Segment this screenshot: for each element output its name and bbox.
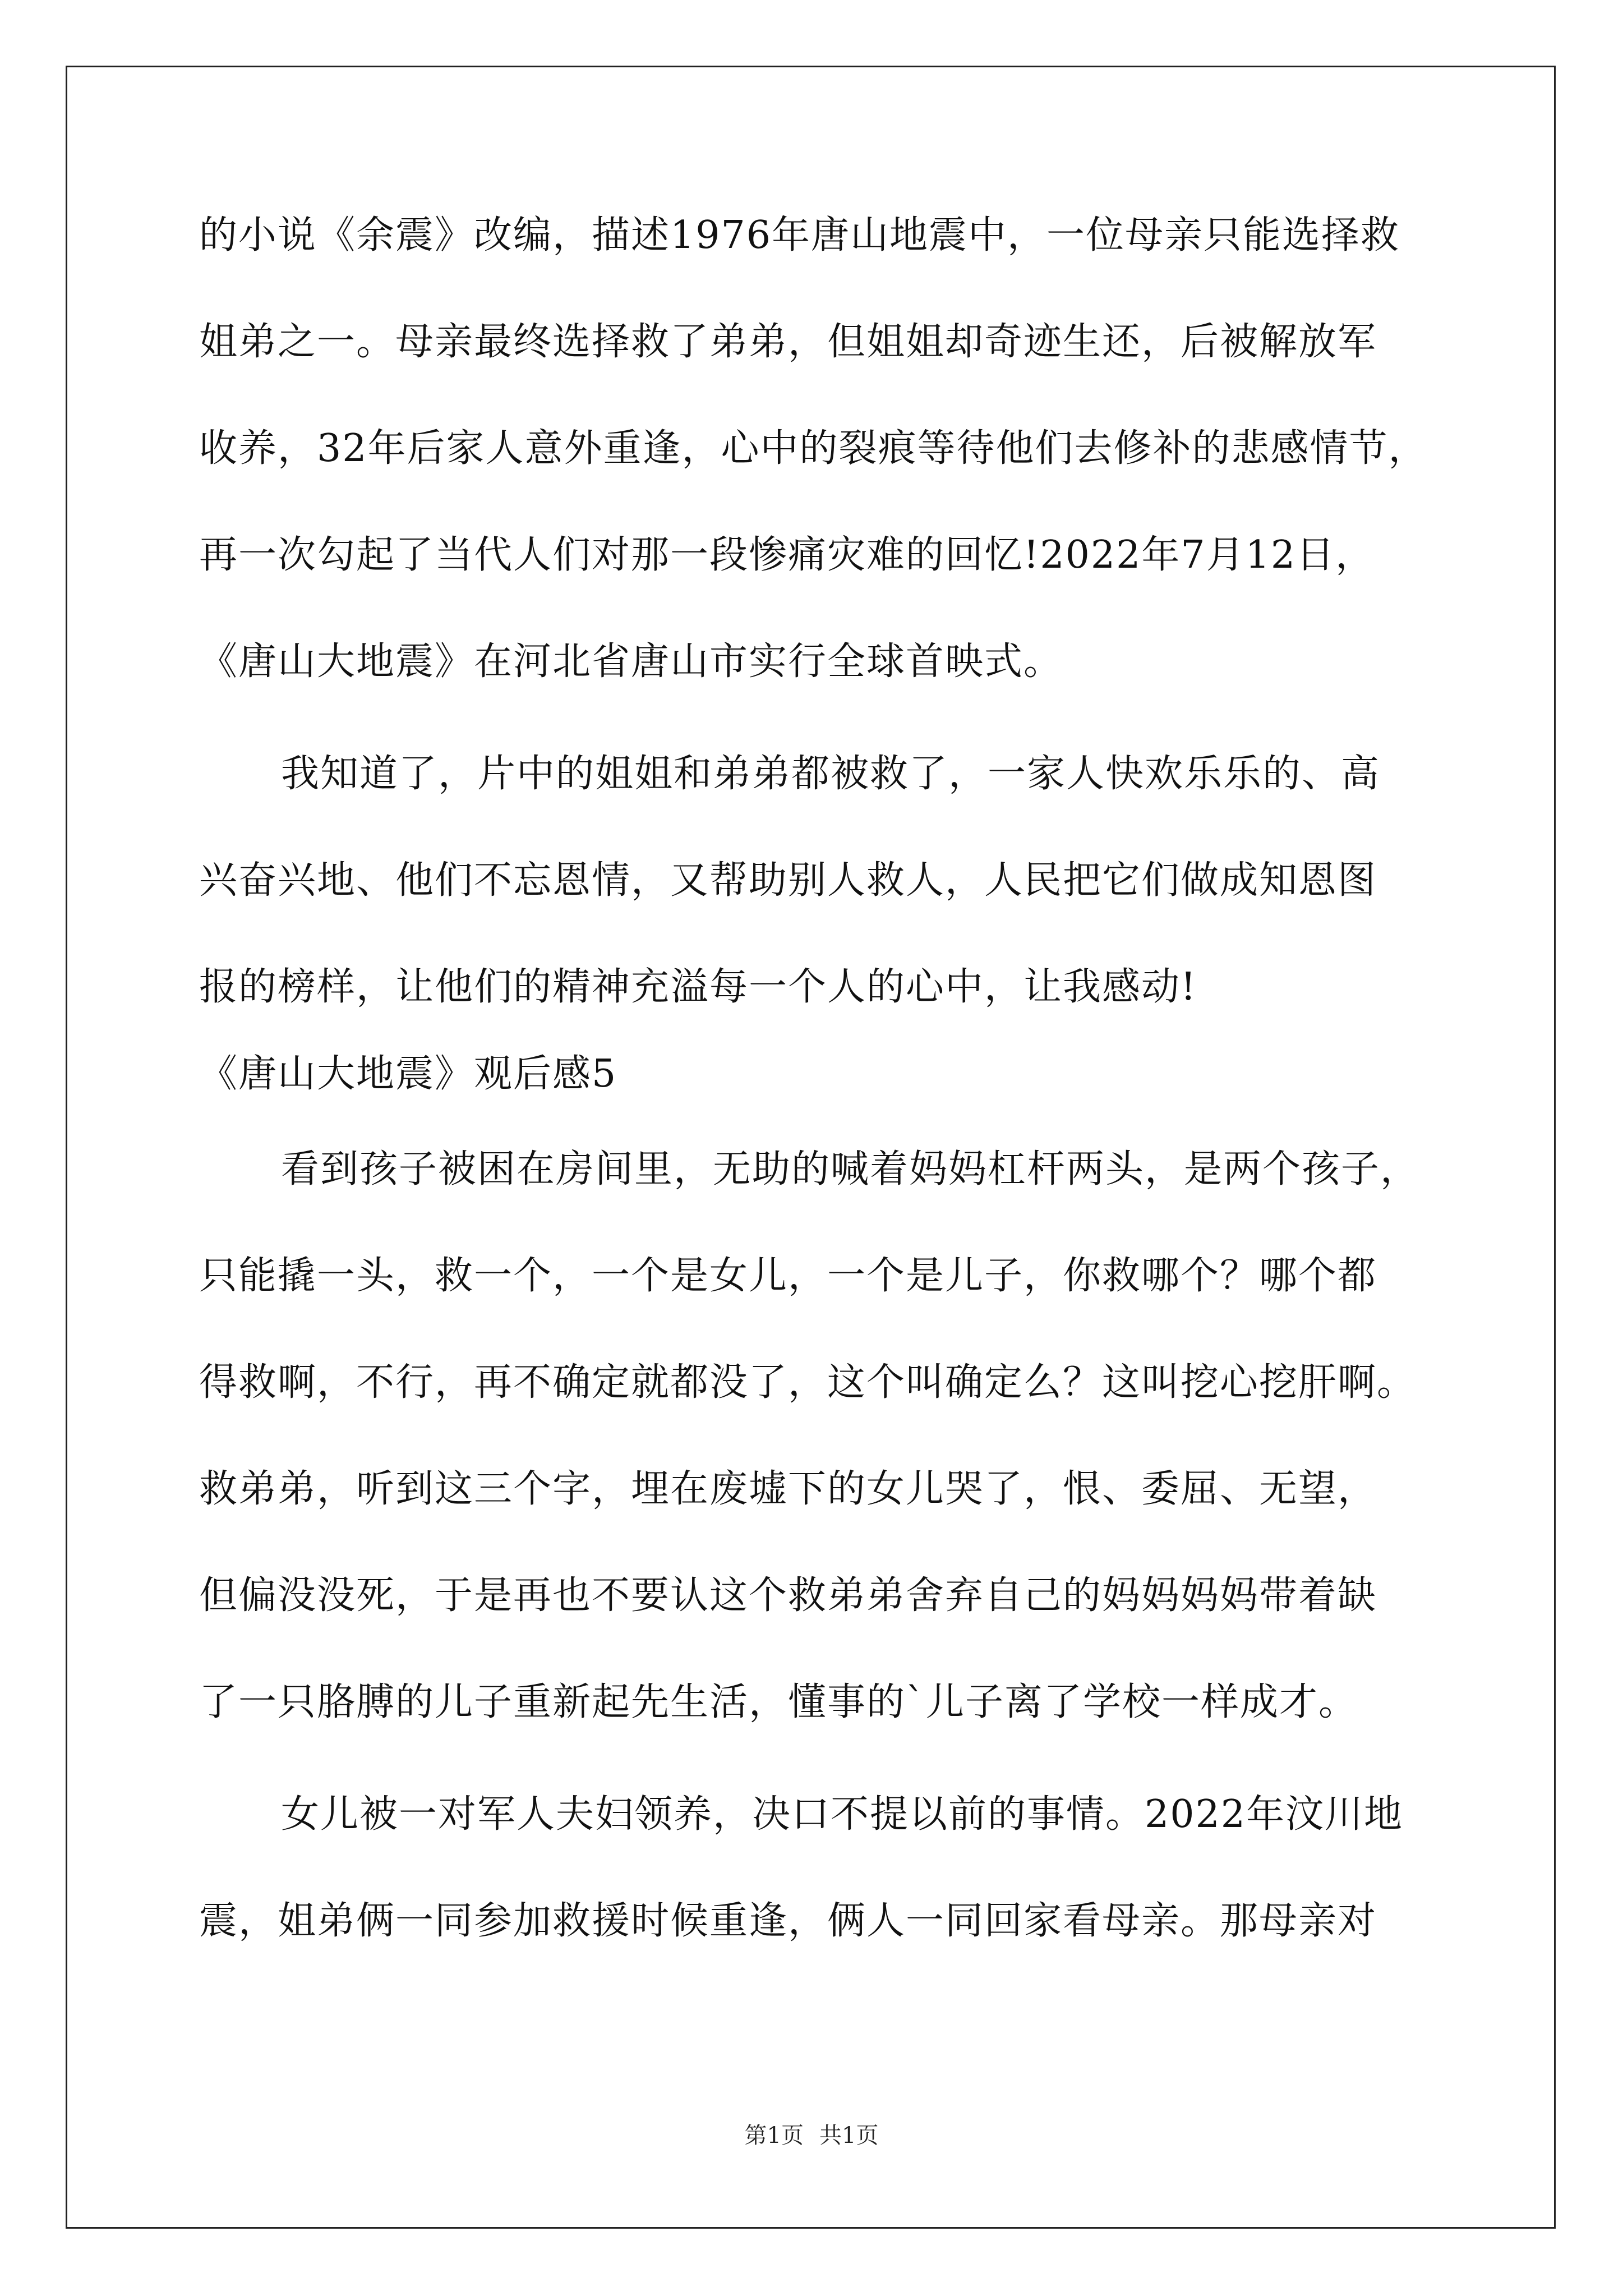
paragraph-line: 的小说《余震》改编，描述1976年唐山地震中，一位母亲只能选择救 — [199, 213, 1400, 257]
page-number: 第1页 — [744, 2123, 804, 2148]
paragraph-line: 兴奋兴地、他们不忘恩情，又帮助别人救人，人民把它们做成知恩图 — [199, 858, 1377, 903]
paragraph-line: 我知道了，片中的姐姐和弟弟都被救了，一家人快欢乐乐的、高 — [281, 752, 1381, 796]
paragraph-line: 救弟弟，听到这三个字，埋在废墟下的女儿哭了，恨、委屈、无望， — [199, 1467, 1377, 1511]
paragraph-line: 报的榜样，让他们的精神充溢每一个人的心中，让我感动! — [199, 965, 1197, 1009]
paragraph-line: 了一只胳膊的儿子重新起先生活，懂事的`儿子离了学校一样成才。 — [199, 1680, 1358, 1724]
paragraph-line: 再一次勾起了当代人们对那一段惨痛灾难的回忆!2022年7月12日， — [199, 533, 1375, 577]
page-footer — [0, 2122, 1623, 2150]
paragraph-line: 只能撬一头，救一个，一个是女儿，一个是儿子，你救哪个？哪个都 — [199, 1254, 1377, 1298]
page-total: 共1页 — [819, 2123, 879, 2148]
paragraph-line: 《唐山大地震》在河北省唐山市实行全球首映式。 — [199, 639, 1063, 684]
paragraph-line: 但偏没没死，于是再也不要认这个救弟弟舍弃自己的妈妈妈妈带着缺 — [199, 1573, 1377, 1618]
paragraph-line: 看到孩子被困在房间里，无助的喊着妈妈杠杆两头，是两个孩子， — [281, 1147, 1420, 1191]
paragraph-line: 收养，32年后家人意外重逢，心中的裂痕等待他们去修补的悲感情节， — [199, 426, 1428, 471]
paragraph-line: 姐弟之一。母亲最终选择救了弟弟，但姐姐却奇迹生还，后被解放军 — [199, 320, 1377, 364]
section-heading: 《唐山大地震》观后感5 — [199, 1052, 617, 1096]
paragraph-line: 震，姐弟俩一同参加救援时候重逢，俩人一同回家看母亲。那母亲对 — [199, 1899, 1377, 1943]
paragraph-line: 得救啊，不行，再不确定就都没了，这个叫确定么？这叫挖心挖肝啊。 — [199, 1360, 1417, 1405]
paragraph-line: 女儿被一对军人夫妇领养，决口不提以前的事情。2022年汶川地 — [281, 1792, 1404, 1837]
